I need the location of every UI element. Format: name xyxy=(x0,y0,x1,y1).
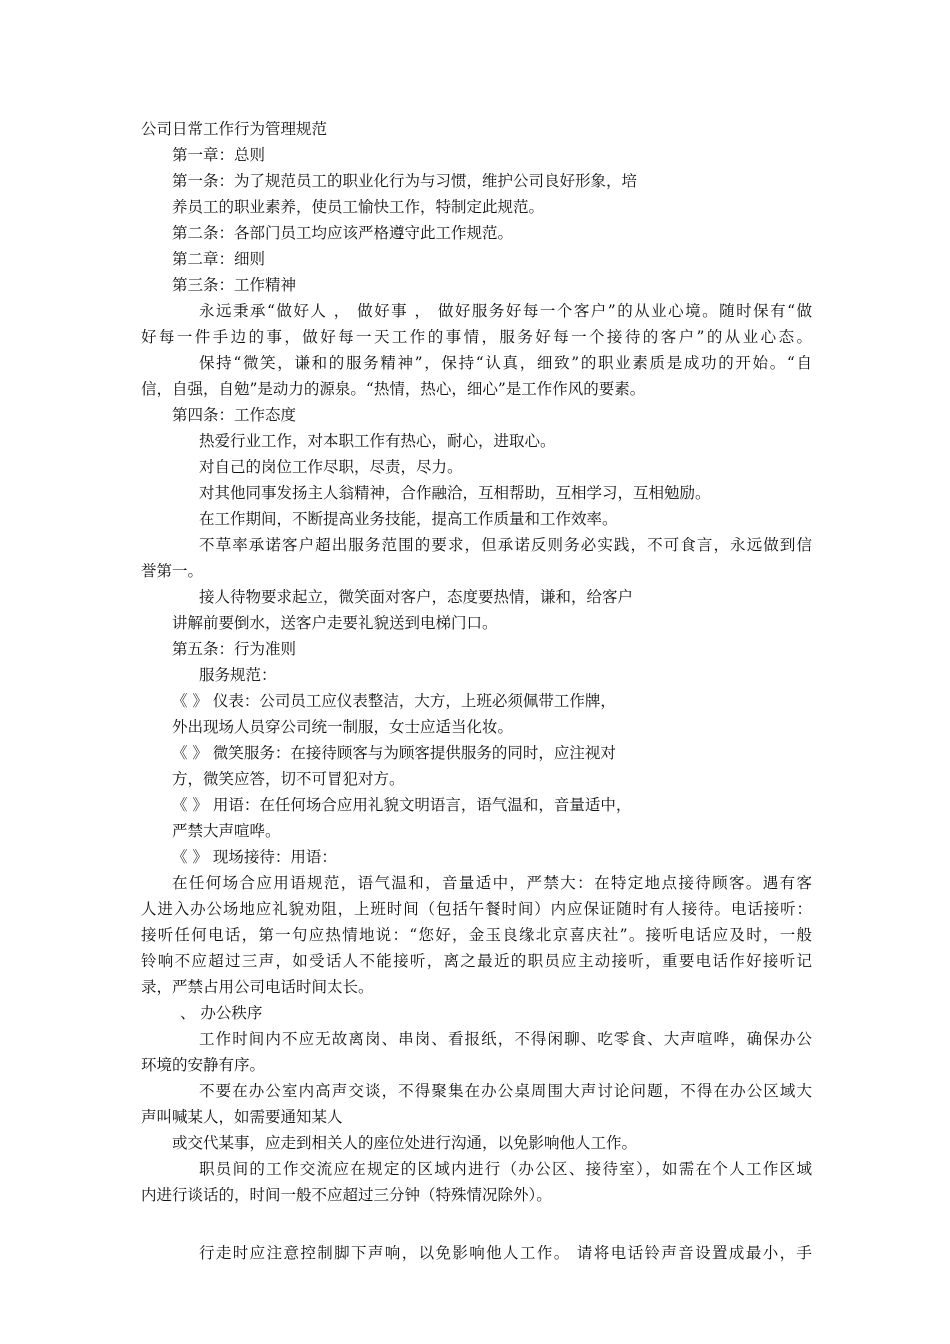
text-line: 《 》 微笑服务：在接待顾客与为顾客提供服务的同时，应注视对 xyxy=(172,744,616,762)
text-line: 铃响不应超过三声，如受话人不能接听，离之最近的职员应主动接听，重要电话作好接听记 xyxy=(141,952,812,970)
text-line: 不要在办公室内高声交谈，不得聚集在办公桌周围大声讨论问题，不得在办公区域大 xyxy=(199,1082,812,1100)
text-line: 声叫喊某人，如需要通知某人 xyxy=(141,1108,343,1126)
chapter-heading: 第二章：细则 xyxy=(172,250,266,268)
section-heading: 、 办公秩序 xyxy=(180,1004,263,1022)
document-title: 公司日常工作行为管理规范 xyxy=(141,120,328,138)
text-line: 外出现场人员穿公司统一制服，女士应适当化妆。 xyxy=(172,718,514,736)
text-line: 誉第一。 xyxy=(141,562,204,580)
text-line: 服务规范： xyxy=(199,666,277,684)
text-line: 工作时间内不应无故离岗、串岗、看报纸，不得闲聊、吃零食、大声喧哗，确保办公 xyxy=(199,1030,812,1048)
text-line: 保持“微笑，谦和的服务精神”，保持“认真，细致”的职业素质是成功的开始。“自 xyxy=(199,354,812,372)
text-line: 在任何场合应用语规范，语气温和，音量适中，严禁大：在特定地点接待顾客。遇有客 xyxy=(172,874,812,892)
text-line: 讲解前要倒水，送客户走要礼貌送到电梯门口。 xyxy=(172,614,498,632)
article-heading: 第三条：工作精神 xyxy=(172,276,297,294)
text-line: 养员工的职业素养，使员工愉快工作，特制定此规范。 xyxy=(172,198,545,216)
text-line: 第二条：各部门员工均应该严格遵守此工作规范。 xyxy=(172,224,514,242)
text-line: 在工作期间，不断提高业务技能，提高工作质量和工作效率。 xyxy=(199,510,618,528)
text-line: 职员间的工作交流应在规定的区域内进行（办公区、接待室），如需在个人工作区域 xyxy=(199,1160,812,1178)
text-line: 《 》 仪表：公司员工应仪表整洁，大方，上班必须佩带工作牌， xyxy=(172,692,616,710)
text-line: 永远秉承“做好人 ， 做好事 ， 做好服务好每一个客户”的从业心境。随时保有“做 xyxy=(199,302,812,320)
text-line: 《 》 现场接待：用语： xyxy=(172,848,337,866)
text-line: 人进入办公场地应礼貌劝阻，上班时间（包括午餐时间）内应保证随时有人接待。电话接听： xyxy=(141,900,812,918)
article-heading: 第四条：工作态度 xyxy=(172,406,297,424)
text-line: 方，微笑应答，切不可冒犯对方。 xyxy=(172,770,405,788)
text-line: 内进行谈话的，时间一般不应超过三分钟（特殊情况除外）。 xyxy=(141,1186,552,1204)
text-line: 第一条：为了规范员工的职业化行为与习惯，维护公司良好形象，培 xyxy=(172,172,638,190)
text-line: 对自己的岗位工作尽职，尽责，尽力。 xyxy=(199,458,463,476)
article-heading: 第五条：行为准则 xyxy=(172,640,297,658)
text-line: 热爱行业工作，对本职工作有热心，耐心，进取心。 xyxy=(199,432,556,450)
text-line: 接听任何电话，第一句应热情地说：“您好，金玉良缘北京喜庆社”。接听电话应及时，一般 xyxy=(141,926,812,944)
text-line: 或交代某事，应走到相关人的座位处进行沟通，以免影响他人工作。 xyxy=(172,1134,638,1152)
text-line: 环境的安静有序。 xyxy=(141,1056,266,1074)
text-line: 录，严禁占用公司电话时间太长。 xyxy=(141,978,374,996)
text-line: 行走时应注意控制脚下声响，以免影响他人工作。 请将电话铃声音设置成最小，手 xyxy=(199,1244,812,1262)
text-line: 信，自强，自勉”是动力的源泉。“热情，热心，细心”是工作作风的要素。 xyxy=(141,380,646,398)
chapter-heading: 第一章：总则 xyxy=(172,146,266,164)
text-line: 严禁大声喧哗。 xyxy=(172,822,281,840)
text-line: 对其他同事发扬主人翁精神，合作融洽，互相帮助，互相学习，互相勉励。 xyxy=(199,484,711,502)
text-line: 《 》 用语：在任何场合应用礼貌文明语言，语气温和，音量适中， xyxy=(172,796,632,814)
text-line: 不草率承诺客户超出服务范围的要求，但承诺反则务必实践，不可食言，永远做到信 xyxy=(199,536,812,554)
text-line: 好每一件手边的事，做好每一天工作的事情，服务好每一个接待的客户”的从业心态。 xyxy=(141,328,812,346)
text-line: 接人待物要求起立，微笑面对客户，态度要热情，谦和，给客户 xyxy=(199,588,634,606)
